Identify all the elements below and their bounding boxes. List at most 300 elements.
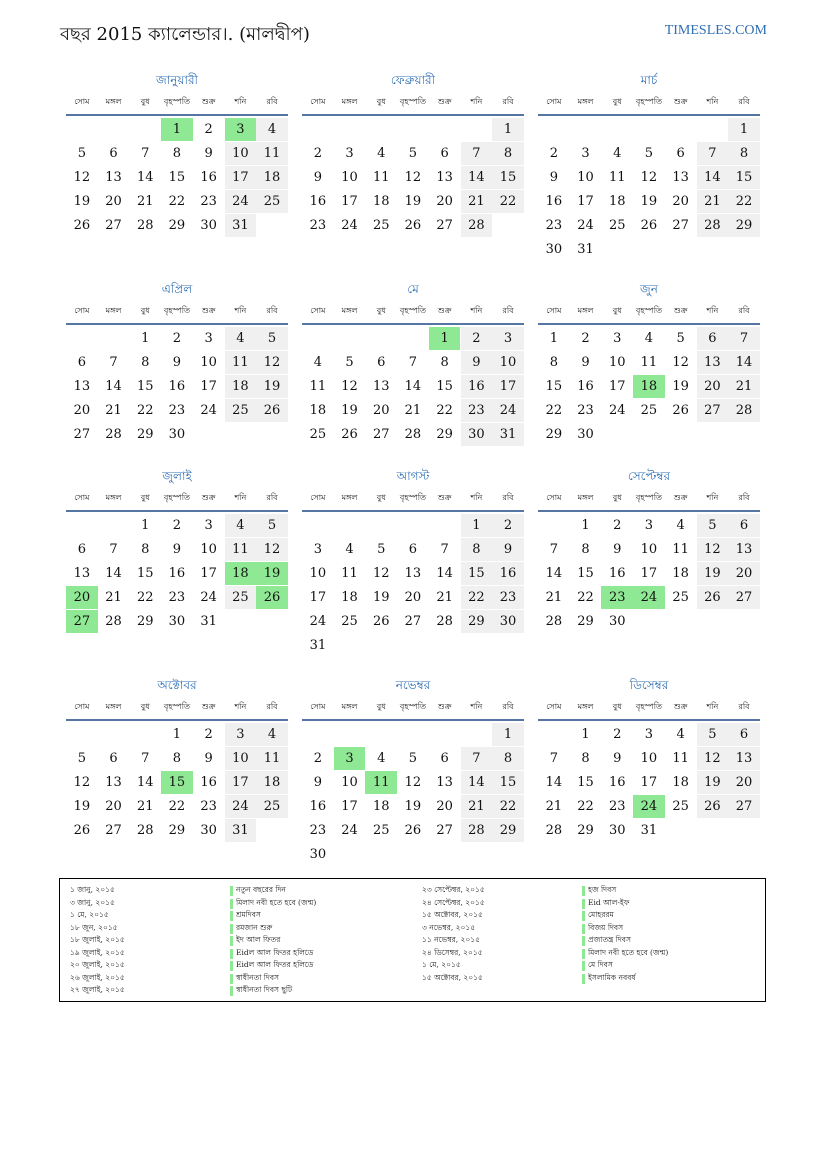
day-cell[interactable]: 9 <box>581 355 590 370</box>
day-cell[interactable]: 29 <box>461 610 493 633</box>
day-cell[interactable]: 26 <box>697 586 729 609</box>
day-cell[interactable]: 16 <box>309 799 327 814</box>
day-cell[interactable]: 7 <box>549 542 558 557</box>
day-cell[interactable]: 9 <box>204 751 213 766</box>
day-cell[interactable]: 22 <box>136 590 154 605</box>
day-cell[interactable]: 19 <box>640 194 658 209</box>
day-cell[interactable]: 30 <box>577 427 594 442</box>
day-cell[interactable]: 17 <box>200 566 217 581</box>
day-cell[interactable]: 10 <box>225 142 257 165</box>
day-cell[interactable]: 12 <box>372 566 390 581</box>
day-cell[interactable]: 13 <box>436 170 453 185</box>
day-cell[interactable]: 23 <box>545 218 563 233</box>
day-cell[interactable]: 8 <box>581 542 590 557</box>
day-cell[interactable]: 21 <box>728 375 760 398</box>
day-cell[interactable]: 27 <box>728 795 760 818</box>
day-cell[interactable]: 30 <box>168 614 186 629</box>
day-cell[interactable]: 26 <box>672 403 689 418</box>
day-cell[interactable]: 27 <box>404 614 422 629</box>
day-cell[interactable]: 11 <box>309 379 327 394</box>
day-cell[interactable]: 23 <box>309 823 327 838</box>
day-cell[interactable]: 15 <box>461 562 493 585</box>
day-cell[interactable]: 18 <box>225 375 257 398</box>
day-cell[interactable]: 14 <box>105 379 122 394</box>
day-cell[interactable]: 8 <box>461 538 493 561</box>
day-cell[interactable]: 22 <box>577 590 594 605</box>
day-cell[interactable]: 10 <box>200 355 217 370</box>
day-cell[interactable]: 17 <box>492 375 524 398</box>
day-cell[interactable]: 4 <box>256 723 288 746</box>
day-cell[interactable]: 29 <box>492 819 524 842</box>
day-cell[interactable]: 13 <box>372 379 390 394</box>
day-cell[interactable]: 18 <box>372 194 390 209</box>
day-cell[interactable]: 6 <box>377 355 386 370</box>
day-cell[interactable]: 26 <box>640 218 658 233</box>
day-cell[interactable]: 17 <box>608 379 626 394</box>
day-cell[interactable]: 23 <box>608 799 626 814</box>
day-cell[interactable]: 15 <box>436 379 453 394</box>
day-cell[interactable]: 5 <box>676 331 685 346</box>
day-cell[interactable]: 11 <box>256 747 288 770</box>
day-cell[interactable]: 29 <box>136 427 154 442</box>
day-cell[interactable]: 10 <box>640 751 658 766</box>
day-cell[interactable]: 1 <box>549 331 558 346</box>
day-cell[interactable]: 30 <box>200 218 217 233</box>
day-cell[interactable]: 2 <box>313 146 322 161</box>
day-cell[interactable]: 7 <box>461 747 493 770</box>
day-cell[interactable]: 19 <box>697 562 729 585</box>
day-cell[interactable]: 28 <box>728 399 760 422</box>
day-cell[interactable]: 22 <box>545 403 563 418</box>
day-cell[interactable]: 11 <box>225 538 257 561</box>
day-cell[interactable]: 17 <box>577 194 594 209</box>
holiday-day-cell[interactable]: 1 <box>161 118 193 141</box>
day-cell[interactable]: 2 <box>581 331 590 346</box>
day-cell[interactable]: 1 <box>492 118 524 141</box>
day-cell[interactable]: 12 <box>341 379 358 394</box>
site-link[interactable]: TIMESLES.COM <box>664 23 767 38</box>
day-cell[interactable]: 30 <box>608 823 626 838</box>
day-cell[interactable]: 6 <box>77 542 86 557</box>
day-cell[interactable]: 4 <box>225 327 257 350</box>
day-cell[interactable]: 30 <box>545 242 563 257</box>
day-cell[interactable]: 5 <box>77 146 86 161</box>
day-cell[interactable]: 16 <box>545 194 563 209</box>
day-cell[interactable]: 9 <box>549 170 558 185</box>
day-cell[interactable]: 21 <box>461 795 493 818</box>
day-cell[interactable]: 14 <box>105 566 122 581</box>
day-cell[interactable]: 23 <box>168 403 186 418</box>
day-cell[interactable]: 21 <box>697 190 729 213</box>
day-cell[interactable]: 25 <box>608 218 626 233</box>
day-cell[interactable]: 25 <box>672 590 689 605</box>
day-cell[interactable]: 7 <box>461 142 493 165</box>
day-cell[interactable]: 8 <box>492 747 524 770</box>
day-cell[interactable]: 28 <box>545 823 563 838</box>
day-cell[interactable]: 2 <box>204 122 213 137</box>
day-cell[interactable]: 14 <box>545 566 563 581</box>
day-cell[interactable]: 12 <box>73 775 91 790</box>
day-cell[interactable]: 9 <box>613 751 622 766</box>
day-cell[interactable]: 18 <box>372 799 390 814</box>
day-cell[interactable]: 12 <box>404 170 422 185</box>
day-cell[interactable]: 13 <box>728 747 760 770</box>
day-cell[interactable]: 19 <box>372 590 390 605</box>
day-cell[interactable]: 24 <box>225 190 257 213</box>
day-cell[interactable]: 20 <box>73 403 91 418</box>
day-cell[interactable]: 10 <box>640 542 658 557</box>
day-cell[interactable]: 12 <box>697 538 729 561</box>
day-cell[interactable]: 27 <box>672 218 689 233</box>
day-cell[interactable]: 5 <box>644 146 654 161</box>
day-cell[interactable]: 24 <box>200 590 217 605</box>
day-cell[interactable]: 4 <box>313 355 322 370</box>
day-cell[interactable]: 18 <box>608 194 626 209</box>
day-cell[interactable]: 2 <box>313 751 322 766</box>
day-cell[interactable]: 14 <box>728 351 760 374</box>
day-cell[interactable]: 6 <box>728 723 760 746</box>
day-cell[interactable]: 21 <box>545 590 563 605</box>
day-cell[interactable]: 18 <box>672 566 689 581</box>
day-cell[interactable]: 8 <box>549 355 558 370</box>
day-cell[interactable]: 1 <box>581 727 590 742</box>
day-cell[interactable]: 18 <box>256 166 288 189</box>
day-cell[interactable]: 2 <box>613 518 622 533</box>
day-cell[interactable]: 18 <box>672 775 689 790</box>
day-cell[interactable]: 16 <box>461 375 493 398</box>
day-cell[interactable]: 19 <box>341 403 358 418</box>
day-cell[interactable]: 28 <box>436 614 453 629</box>
day-cell[interactable]: 8 <box>492 142 524 165</box>
day-cell[interactable]: 5 <box>408 146 418 161</box>
day-cell[interactable]: 1 <box>461 514 493 537</box>
day-cell[interactable]: 27 <box>105 823 122 838</box>
day-cell[interactable]: 16 <box>168 379 186 394</box>
day-cell[interactable]: 20 <box>105 799 122 814</box>
day-cell[interactable]: 31 <box>492 423 524 446</box>
day-cell[interactable]: 2 <box>172 331 182 346</box>
day-cell[interactable]: 15 <box>545 379 563 394</box>
day-cell[interactable]: 17 <box>341 799 358 814</box>
day-cell[interactable]: 29 <box>577 614 594 629</box>
day-cell[interactable]: 25 <box>372 823 390 838</box>
holiday-day-cell[interactable]: 15 <box>161 771 193 794</box>
day-cell[interactable]: 30 <box>492 610 524 633</box>
day-cell[interactable]: 2 <box>461 327 493 350</box>
day-cell[interactable]: 25 <box>256 795 288 818</box>
day-cell[interactable]: 2 <box>613 727 622 742</box>
day-cell[interactable]: 6 <box>109 146 118 161</box>
holiday-day-cell[interactable]: 24 <box>633 586 665 609</box>
day-cell[interactable]: 16 <box>168 566 186 581</box>
day-cell[interactable]: 29 <box>436 427 453 442</box>
day-cell[interactable]: 12 <box>697 747 729 770</box>
day-cell[interactable]: 24 <box>341 218 358 233</box>
holiday-day-cell[interactable]: 26 <box>256 586 288 609</box>
day-cell[interactable]: 23 <box>492 586 524 609</box>
day-cell[interactable]: 4 <box>676 727 685 742</box>
day-cell[interactable]: 11 <box>225 351 257 374</box>
day-cell[interactable]: 6 <box>109 751 118 766</box>
day-cell[interactable]: 13 <box>672 170 689 185</box>
day-cell[interactable]: 21 <box>105 590 122 605</box>
day-cell[interactable]: 3 <box>345 146 354 161</box>
day-cell[interactable]: 20 <box>672 194 689 209</box>
day-cell[interactable]: 26 <box>372 614 390 629</box>
day-cell[interactable]: 22 <box>461 586 493 609</box>
day-cell[interactable]: 29 <box>545 427 563 442</box>
day-cell[interactable]: 27 <box>73 427 91 442</box>
day-cell[interactable]: 28 <box>697 214 729 237</box>
day-cell[interactable]: 1 <box>492 723 524 746</box>
holiday-day-cell[interactable]: 1 <box>429 327 461 350</box>
day-cell[interactable]: 22 <box>168 194 186 209</box>
day-cell[interactable]: 5 <box>345 355 354 370</box>
day-cell[interactable]: 13 <box>73 379 91 394</box>
day-cell[interactable]: 1 <box>728 118 760 141</box>
day-cell[interactable]: 29 <box>136 614 154 629</box>
day-cell[interactable]: 24 <box>225 795 257 818</box>
day-cell[interactable]: 11 <box>341 566 358 581</box>
day-cell[interactable]: 8 <box>581 751 590 766</box>
day-cell[interactable]: 6 <box>697 327 729 350</box>
day-cell[interactable]: 6 <box>408 542 418 557</box>
day-cell[interactable]: 13 <box>105 775 122 790</box>
day-cell[interactable]: 11 <box>672 751 689 766</box>
day-cell[interactable]: 28 <box>461 819 493 842</box>
day-cell[interactable]: 24 <box>492 399 524 422</box>
day-cell[interactable]: 29 <box>168 823 186 838</box>
day-cell[interactable]: 8 <box>172 146 182 161</box>
day-cell[interactable]: 24 <box>309 614 327 629</box>
day-cell[interactable]: 17 <box>225 166 257 189</box>
day-cell[interactable]: 14 <box>697 166 729 189</box>
day-cell[interactable]: 14 <box>136 775 154 790</box>
day-cell[interactable]: 8 <box>440 355 449 370</box>
day-cell[interactable]: 4 <box>256 118 288 141</box>
day-cell[interactable]: 11 <box>672 542 689 557</box>
holiday-day-cell[interactable]: 18 <box>225 562 257 585</box>
day-cell[interactable]: 30 <box>461 423 493 446</box>
day-cell[interactable]: 6 <box>440 751 449 766</box>
day-cell[interactable]: 15 <box>577 775 594 790</box>
day-cell[interactable]: 11 <box>608 170 626 185</box>
day-cell[interactable]: 21 <box>404 403 422 418</box>
day-cell[interactable]: 14 <box>461 771 493 794</box>
day-cell[interactable]: 16 <box>492 562 524 585</box>
day-cell[interactable]: 12 <box>672 355 689 370</box>
day-cell[interactable]: 7 <box>408 355 418 370</box>
day-cell[interactable]: 6 <box>676 146 685 161</box>
day-cell[interactable]: 29 <box>728 214 760 237</box>
day-cell[interactable]: 3 <box>644 518 654 533</box>
day-cell[interactable]: 31 <box>225 214 257 237</box>
day-cell[interactable]: 13 <box>697 351 729 374</box>
day-cell[interactable]: 13 <box>728 538 760 561</box>
day-cell[interactable]: 3 <box>613 331 622 346</box>
day-cell[interactable]: 8 <box>728 142 760 165</box>
day-cell[interactable]: 14 <box>404 379 422 394</box>
day-cell[interactable]: 13 <box>404 566 422 581</box>
day-cell[interactable]: 14 <box>545 775 563 790</box>
day-cell[interactable]: 20 <box>436 799 453 814</box>
day-cell[interactable]: 19 <box>256 375 288 398</box>
day-cell[interactable]: 22 <box>728 190 760 213</box>
day-cell[interactable]: 26 <box>404 218 422 233</box>
day-cell[interactable]: 17 <box>640 566 658 581</box>
holiday-day-cell[interactable]: 19 <box>256 562 288 585</box>
day-cell[interactable]: 10 <box>225 747 257 770</box>
day-cell[interactable]: 18 <box>309 403 327 418</box>
day-cell[interactable]: 30 <box>309 847 327 862</box>
day-cell[interactable]: 12 <box>256 538 288 561</box>
day-cell[interactable]: 24 <box>341 823 358 838</box>
day-cell[interactable]: 16 <box>309 194 327 209</box>
day-cell[interactable]: 7 <box>141 751 150 766</box>
day-cell[interactable]: 31 <box>200 614 217 629</box>
day-cell[interactable]: 10 <box>608 355 626 370</box>
day-cell[interactable]: 25 <box>309 427 327 442</box>
day-cell[interactable]: 30 <box>608 614 626 629</box>
day-cell[interactable]: 10 <box>309 566 327 581</box>
day-cell[interactable]: 25 <box>225 586 257 609</box>
day-cell[interactable]: 26 <box>73 218 91 233</box>
day-cell[interactable]: 5 <box>408 751 418 766</box>
day-cell[interactable]: 17 <box>200 379 217 394</box>
day-cell[interactable]: 12 <box>640 170 658 185</box>
day-cell[interactable]: 5 <box>256 514 288 537</box>
day-cell[interactable]: 24 <box>608 403 626 418</box>
day-cell[interactable]: 13 <box>73 566 91 581</box>
day-cell[interactable]: 11 <box>640 355 658 370</box>
holiday-day-cell[interactable]: 3 <box>225 118 257 141</box>
day-cell[interactable]: 8 <box>141 355 150 370</box>
day-cell[interactable]: 9 <box>313 775 322 790</box>
day-cell[interactable]: 17 <box>309 590 327 605</box>
day-cell[interactable]: 19 <box>73 194 91 209</box>
day-cell[interactable]: 12 <box>73 170 91 185</box>
holiday-day-cell[interactable]: 11 <box>365 771 397 794</box>
day-cell[interactable]: 12 <box>404 775 422 790</box>
day-cell[interactable]: 27 <box>105 218 122 233</box>
day-cell[interactable]: 20 <box>728 771 760 794</box>
day-cell[interactable]: 15 <box>728 166 760 189</box>
day-cell[interactable]: 15 <box>136 379 154 394</box>
day-cell[interactable]: 1 <box>141 518 150 533</box>
holiday-day-cell[interactable]: 24 <box>633 795 665 818</box>
day-cell[interactable]: 31 <box>309 638 327 653</box>
day-cell[interactable]: 9 <box>204 146 213 161</box>
day-cell[interactable]: 23 <box>200 194 217 209</box>
day-cell[interactable]: 22 <box>136 403 154 418</box>
day-cell[interactable]: 31 <box>640 823 658 838</box>
day-cell[interactable]: 22 <box>492 190 524 213</box>
day-cell[interactable]: 28 <box>105 614 122 629</box>
day-cell[interactable]: 2 <box>492 514 524 537</box>
day-cell[interactable]: 19 <box>697 771 729 794</box>
day-cell[interactable]: 27 <box>728 586 760 609</box>
day-cell[interactable]: 17 <box>225 771 257 794</box>
day-cell[interactable]: 5 <box>377 542 386 557</box>
day-cell[interactable]: 23 <box>309 218 327 233</box>
day-cell[interactable]: 28 <box>136 218 154 233</box>
day-cell[interactable]: 9 <box>492 538 524 561</box>
day-cell[interactable]: 19 <box>73 799 91 814</box>
day-cell[interactable]: 8 <box>172 751 182 766</box>
day-cell[interactable]: 15 <box>136 566 154 581</box>
day-cell[interactable]: 27 <box>436 823 453 838</box>
day-cell[interactable]: 21 <box>436 590 453 605</box>
day-cell[interactable]: 23 <box>577 403 594 418</box>
day-cell[interactable]: 3 <box>492 327 524 350</box>
day-cell[interactable]: 7 <box>109 355 118 370</box>
day-cell[interactable]: 5 <box>256 327 288 350</box>
holiday-day-cell[interactable]: 18 <box>633 375 665 398</box>
day-cell[interactable]: 6 <box>728 514 760 537</box>
day-cell[interactable]: 28 <box>461 214 493 237</box>
day-cell[interactable]: 31 <box>577 242 594 257</box>
day-cell[interactable]: 30 <box>200 823 217 838</box>
day-cell[interactable]: 5 <box>697 723 729 746</box>
day-cell[interactable]: 2 <box>172 518 182 533</box>
day-cell[interactable]: 22 <box>492 795 524 818</box>
day-cell[interactable]: 3 <box>581 146 590 161</box>
day-cell[interactable]: 20 <box>105 194 122 209</box>
day-cell[interactable]: 7 <box>549 751 558 766</box>
day-cell[interactable]: 3 <box>204 331 213 346</box>
day-cell[interactable]: 19 <box>404 194 422 209</box>
day-cell[interactable]: 10 <box>200 542 217 557</box>
day-cell[interactable]: 19 <box>404 799 422 814</box>
day-cell[interactable]: 4 <box>345 542 354 557</box>
day-cell[interactable]: 25 <box>640 403 658 418</box>
day-cell[interactable]: 26 <box>697 795 729 818</box>
day-cell[interactable]: 4 <box>613 146 622 161</box>
day-cell[interactable]: 27 <box>372 427 390 442</box>
day-cell[interactable]: 1 <box>172 727 182 742</box>
day-cell[interactable]: 3 <box>225 723 257 746</box>
day-cell[interactable]: 13 <box>436 775 453 790</box>
day-cell[interactable]: 9 <box>313 170 322 185</box>
day-cell[interactable]: 14 <box>136 170 154 185</box>
day-cell[interactable]: 26 <box>256 399 288 422</box>
day-cell[interactable]: 20 <box>404 590 422 605</box>
day-cell[interactable]: 7 <box>728 327 760 350</box>
holiday-day-cell[interactable]: 3 <box>334 747 366 770</box>
day-cell[interactable]: 21 <box>545 799 563 814</box>
day-cell[interactable]: 30 <box>168 427 186 442</box>
day-cell[interactable]: 13 <box>105 170 122 185</box>
day-cell[interactable]: 20 <box>436 194 453 209</box>
day-cell[interactable]: 25 <box>341 614 358 629</box>
day-cell[interactable]: 26 <box>404 823 422 838</box>
day-cell[interactable]: 21 <box>105 403 122 418</box>
day-cell[interactable]: 16 <box>200 775 217 790</box>
day-cell[interactable]: 25 <box>672 799 689 814</box>
day-cell[interactable]: 6 <box>77 355 86 370</box>
day-cell[interactable]: 27 <box>436 218 453 233</box>
day-cell[interactable]: 31 <box>225 819 257 842</box>
day-cell[interactable]: 25 <box>225 399 257 422</box>
holiday-day-cell[interactable]: 23 <box>601 586 633 609</box>
day-cell[interactable]: 29 <box>577 823 594 838</box>
day-cell[interactable]: 20 <box>372 403 390 418</box>
day-cell[interactable]: 9 <box>461 351 493 374</box>
day-cell[interactable]: 21 <box>136 799 154 814</box>
holiday-day-cell[interactable]: 27 <box>66 610 98 633</box>
day-cell[interactable]: 23 <box>168 590 186 605</box>
day-cell[interactable]: 3 <box>204 518 213 533</box>
